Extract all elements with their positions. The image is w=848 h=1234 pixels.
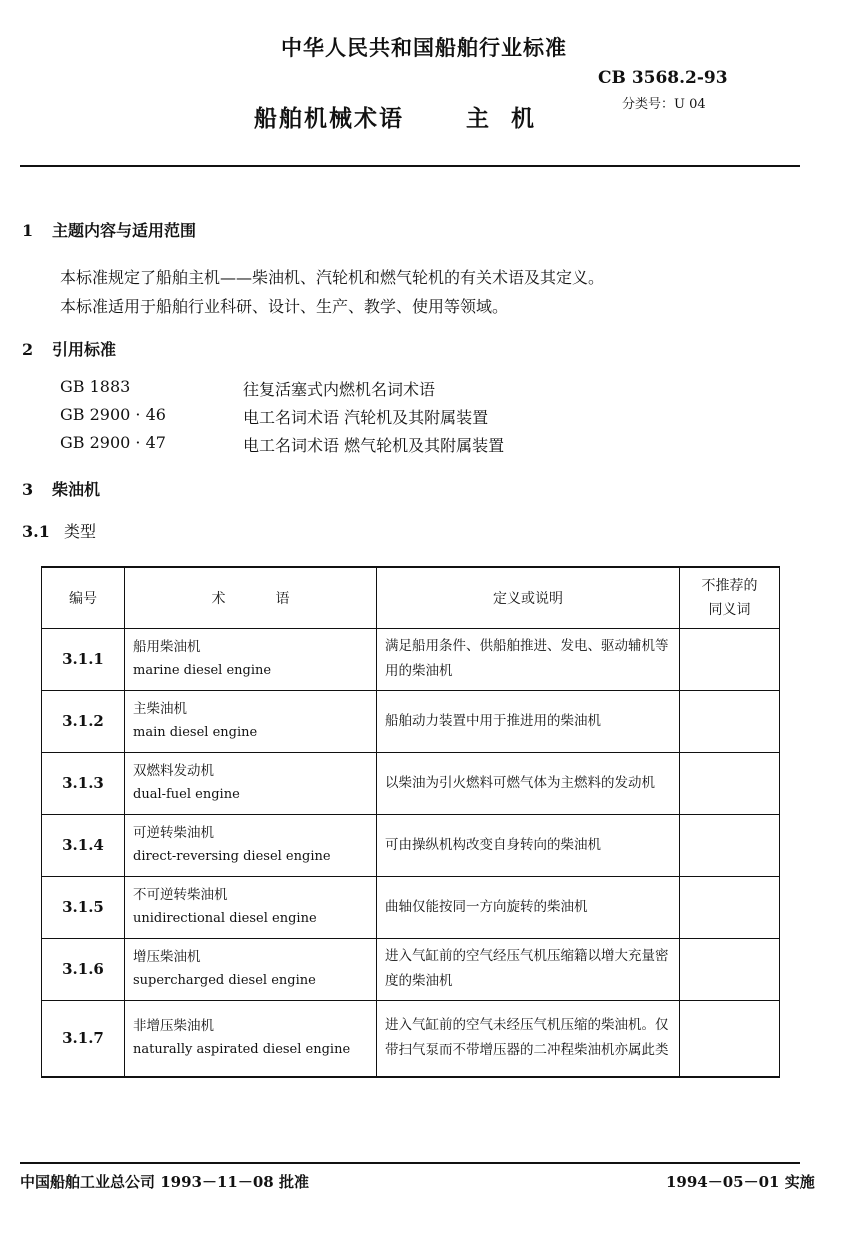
section-1-heading bbox=[22, 218, 196, 241]
term-cell bbox=[125, 628, 377, 690]
term-number: 3.1.6 bbox=[42, 938, 125, 1000]
term-definition: 船舶动力装置中用于推进用的柴油机 bbox=[377, 690, 680, 752]
header-term-char-2: 语 bbox=[275, 590, 290, 607]
reference-title: 电工名词术语 燃气轮机及其附属装置 bbox=[243, 436, 505, 455]
reference-code: GB 2900 · 46 bbox=[60, 405, 166, 424]
term-synonym bbox=[680, 876, 780, 938]
section-number: 3.1 bbox=[22, 522, 50, 541]
term-cell bbox=[125, 814, 377, 876]
section-title: 主题内容与适用范围 bbox=[52, 221, 197, 240]
term-cell bbox=[125, 876, 377, 938]
effective-date-line: 1994－05－01 实施 bbox=[666, 1173, 815, 1191]
term-synonym bbox=[680, 1000, 780, 1077]
term-chinese: 双燃料发动机 bbox=[133, 763, 214, 779]
term-cell bbox=[125, 1000, 377, 1077]
term-number: 3.1.2 bbox=[42, 690, 125, 752]
header-term-char-1: 术 bbox=[211, 590, 226, 607]
document-title: 船舶机械术语 bbox=[254, 105, 404, 132]
term-english: direct-reversing diesel engine bbox=[133, 849, 331, 864]
term-number: 3.1.4 bbox=[42, 814, 125, 876]
term-synonym bbox=[680, 628, 780, 690]
header-synonym-line-2: 同义词 bbox=[708, 601, 751, 618]
table-row bbox=[42, 876, 780, 938]
standard-number: CB 3568.2-93 bbox=[598, 68, 728, 88]
header-number: 编号 bbox=[42, 567, 125, 628]
term-chinese: 主柴油机 bbox=[133, 701, 187, 717]
term-english: naturally aspirated diesel engine bbox=[133, 1042, 351, 1058]
term-chinese: 增压柴油机 bbox=[133, 949, 201, 965]
section-3-1-heading bbox=[22, 519, 96, 542]
term-definition: 进入气缸前的空气经压气机压缩籍以增大充量密度的柴油机 bbox=[377, 938, 680, 1000]
table-row bbox=[42, 628, 780, 690]
term-english: marine diesel engine bbox=[133, 663, 272, 678]
term-cell bbox=[125, 752, 377, 814]
reference-title: 电工名词术语 汽轮机及其附属装置 bbox=[243, 408, 489, 427]
term-chinese: 可逆转柴油机 bbox=[133, 825, 214, 841]
table-header-row bbox=[42, 567, 780, 628]
header-definition: 定义或说明 bbox=[377, 567, 680, 628]
term-synonym bbox=[680, 752, 780, 814]
term-synonym bbox=[680, 814, 780, 876]
term-number: 3.1.7 bbox=[42, 1000, 125, 1077]
header-synonym-line-1: 不推荐的 bbox=[701, 577, 758, 594]
term-definition: 满足船用条件、供船舶推进、发电、驱动辅机等用的柴油机 bbox=[377, 628, 680, 690]
section-number: 3 bbox=[22, 480, 34, 499]
section-title: 类型 bbox=[64, 522, 97, 541]
term-english: supercharged diesel engine bbox=[133, 973, 316, 988]
section-title: 柴油机 bbox=[52, 480, 101, 499]
footer-divider bbox=[20, 1162, 800, 1164]
term-synonym bbox=[680, 938, 780, 1000]
term-english: main diesel engine bbox=[133, 725, 258, 740]
term-chinese: 不可逆转柴油机 bbox=[133, 887, 228, 903]
section-number: 2 bbox=[22, 340, 34, 359]
document-subtitle: 主机 bbox=[466, 105, 556, 132]
term-english: unidirectional diesel engine bbox=[133, 911, 317, 926]
term-definition: 以柴油为引火燃料可燃气体为主燃料的发动机 bbox=[377, 752, 680, 814]
term-english: dual-fuel engine bbox=[133, 787, 240, 802]
issuing-body-header: 中华人民共和国船舶行业标准 bbox=[281, 35, 567, 60]
section-number: 1 bbox=[22, 221, 34, 240]
term-number: 3.1.5 bbox=[42, 876, 125, 938]
section-1-paragraph-1: 本标准规定了船舶主机——柴油机、汽轮机和燃气轮机的有关术语及其定义。 bbox=[60, 268, 605, 287]
header-synonym bbox=[680, 567, 780, 628]
table-row bbox=[42, 1000, 780, 1077]
table-row bbox=[42, 690, 780, 752]
classification-number: 分类号：U 04 bbox=[622, 97, 706, 112]
term-cell bbox=[125, 938, 377, 1000]
section-2-heading bbox=[22, 337, 116, 360]
section-title: 引用标准 bbox=[52, 340, 117, 359]
term-number: 3.1.3 bbox=[42, 752, 125, 814]
term-synonym bbox=[680, 690, 780, 752]
section-1-paragraph-2: 本标准适用于船舶行业科研、设计、生产、教学、使用等领域。 bbox=[60, 297, 509, 316]
header-term bbox=[125, 567, 377, 628]
term-number: 3.1.1 bbox=[42, 628, 125, 690]
term-definition: 可由操纵机构改变自身转向的柴油机 bbox=[377, 814, 680, 876]
reference-title: 往复活塞式内燃机名词术语 bbox=[243, 380, 436, 399]
term-definition: 曲轴仅能按同一方向旋转的柴油机 bbox=[377, 876, 680, 938]
table-row bbox=[42, 814, 780, 876]
term-cell bbox=[125, 690, 377, 752]
table-row bbox=[42, 752, 780, 814]
terms-table bbox=[41, 566, 780, 1078]
term-chinese: 非增压柴油机 bbox=[133, 1018, 214, 1035]
term-chinese: 船用柴油机 bbox=[133, 639, 201, 655]
approval-line: 中国船舶工业总公司 1993－11－08 批准 bbox=[20, 1173, 309, 1191]
header-divider bbox=[20, 165, 800, 167]
table-row bbox=[42, 938, 780, 1000]
section-3-heading bbox=[22, 477, 100, 500]
reference-code: GB 2900 · 47 bbox=[60, 433, 166, 452]
term-definition: 进入气缸前的空气未经压气机压缩的柴油机。仅带扫气泵而不带增压器的二冲程柴油机亦属此类 bbox=[377, 1000, 680, 1077]
reference-code: GB 1883 bbox=[60, 377, 131, 396]
